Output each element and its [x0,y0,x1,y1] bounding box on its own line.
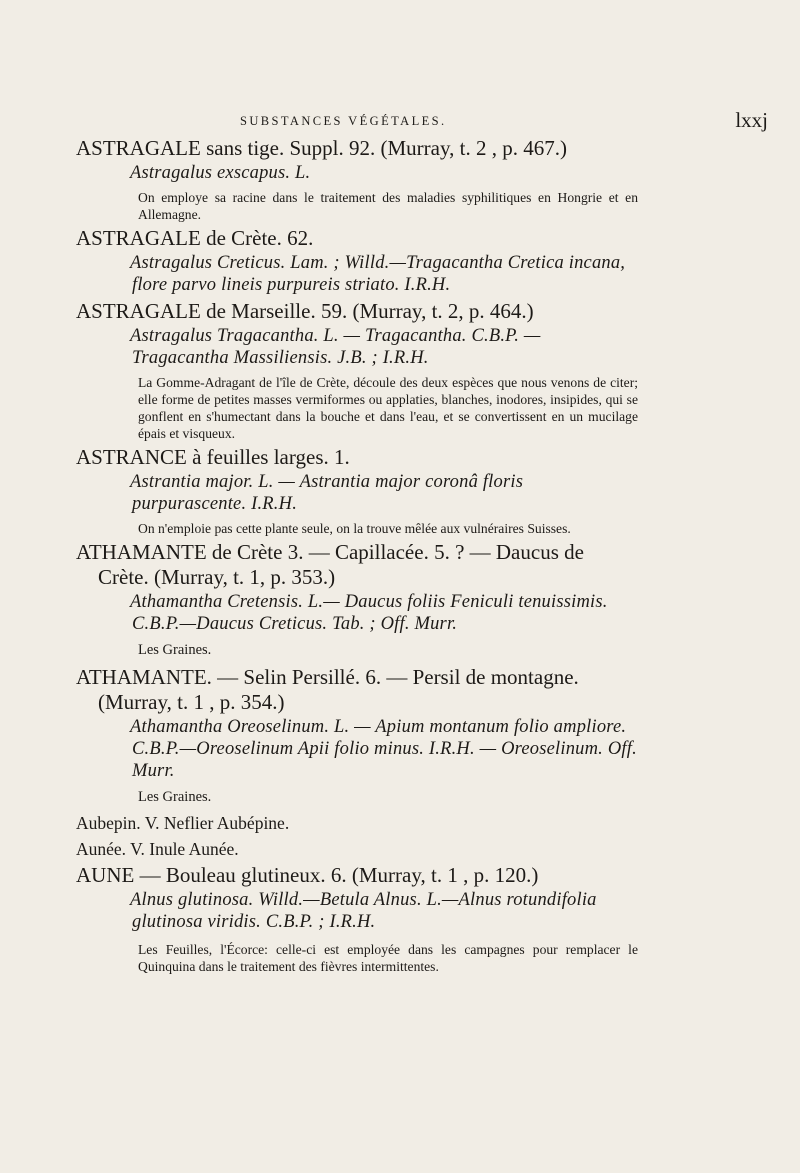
running-head [0,108,800,138]
entry-headword: ASTRAGALE sans tige. Suppl. 92. (Murray, t. 2 , p. 467.) [76,136,567,160]
entry-headword: ASTRAGALE de Crète. 62. [76,226,314,250]
entry-headword: ASTRANCE à feuilles larges. 1. [76,445,350,469]
cross-reference-aubepin: Aubepin. V. Neflier Aubépine. [76,813,290,833]
entry-astragale-de-marseille [76,299,638,442]
entry-synonyms: Astragalus Tragacantha. L. — Tragacantha. C.B.P. — Tragacantha Massiliensis. J.B. ; I.R.H. [130,326,541,368]
page-number: lxxj [735,108,768,132]
entry-headword: ASTRAGALE de Marseille. 59. (Murray, t. 2, p. 464.) [76,299,534,323]
entry-note: Les Feuilles, l'Écorce: celle-ci est employée dans les campagnes pour remplacer le Quinquina dans le traitement des fièvres intermittentes. [138,942,638,974]
entry-synonyms: Athamantha Oreoselinum. L. — Apium montanum folio ampliore. C.B.P.—Oreoselinum Apii folio minus. I.R.H. — Oreoselinum. Off. Murr. [130,717,637,781]
entry-synonyms: Athamantha Cretensis. L.— Daucus foliis Feniculi tenuissimis. C.B.P.—Daucus Creticus. Tab. ; Off. Murr. [130,592,608,634]
entry-part-used: Les Graines. [138,642,212,658]
text-block [76,136,638,977]
entry-headword: AUNE — Bouleau glutineux. 6. (Murray, t. 1 , p. 120.) [76,863,539,887]
cross-reference-aunee: Aunée. V. Inule Aunée. [76,839,239,859]
entry-athamante-de-crete [76,540,638,659]
entry-synonyms: Astrantia major. L. — Astrantia major coronâ floris purpurascente. I.R.H. [130,472,524,514]
entry-aune [76,863,638,975]
entry-note: La Gomme-Adragant de l'île de Crète, découle des deux espèces que nous venons de citer; elle forme de petites masses vermiformes ou applaties, blanches, inodores, insipides, qui se gonflent en s'humectant dans la bouche et dans l'eau, et se convertissent en un mucilage épais et visqueux. [138,375,638,441]
entry-synonyms: Astragalus Creticus. Lam. ; Willd.—Tragacantha Cretica incana, flore parvo lineis purpureis striato. I.R.H. [130,253,626,295]
entry-athamante-selin [76,665,638,806]
entry-note: On n'emploie pas cette plante seule, on la trouve mêlée aux vulnéraires Suisses. [138,521,571,536]
entry-part-used: Les Graines. [138,789,212,805]
running-head-title: SUBSTANCES VÉGÉTALES. [240,114,447,128]
entry-astrance [76,445,638,537]
entry-astragale-de-crete [76,226,638,296]
entry-synonyms: Alnus glutinosa. Willd.—Betula Alnus. L.—Alnus rotundifolia glutinosa viridis. C.B.P. ; I.R.H. [130,890,597,932]
entry-headword: ATHAMANTE. — Selin Persillé. 6. — Persil de montagne. (Murray, t. 1 , p. 354.) [76,665,579,714]
entry-headword: ATHAMANTE de Crète 3. — Capillacée. 5. ? — Daucus de Crète. (Murray, t. 1, p. 353.) [76,540,584,589]
entry-synonyms: Astragalus exscapus. L. [130,163,311,183]
entry-note: On employe sa racine dans le traitement des maladies syphilitiques en Hongrie et en Allemagne. [138,190,638,222]
entry-astragale-sans-tige [76,136,638,223]
